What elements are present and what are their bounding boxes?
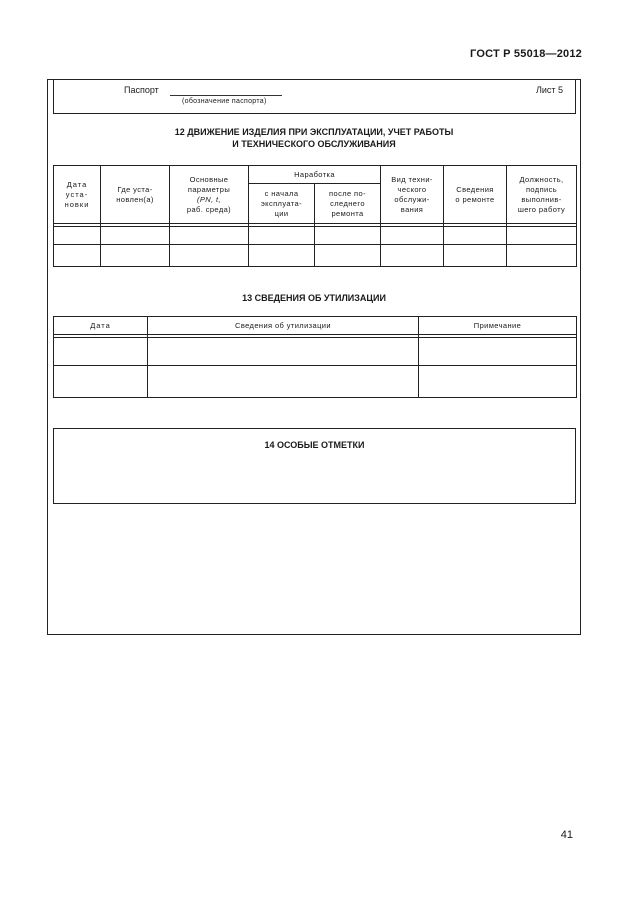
header-text: Должность,	[519, 174, 564, 184]
header-text: уста-	[65, 189, 89, 199]
header-text: Сведения	[456, 184, 494, 194]
section-13-title: 13 СВЕДЕНИЯ ОБ УТИЛИЗАЦИИ	[242, 293, 386, 303]
table-cell[interactable]	[54, 245, 101, 267]
table-row	[54, 227, 577, 245]
section-14-title: 14 ОСОБЫЕ ОТМЕТКИ	[264, 440, 365, 450]
table-cell[interactable]	[444, 227, 507, 245]
col-install-place	[101, 166, 170, 224]
header-text: Дата	[66, 179, 88, 189]
header-text: Вид техни-	[391, 174, 433, 184]
special-notes-box[interactable]	[53, 428, 576, 504]
header-text: (PN, t,	[196, 194, 222, 204]
header-text: новки	[64, 199, 90, 209]
table-cell[interactable]	[507, 245, 577, 267]
header-text: следнего	[330, 198, 365, 208]
table-row	[54, 338, 577, 366]
header-text: раб. среда)	[186, 204, 232, 214]
passport-hint: (обозначение паспорта)	[182, 98, 267, 105]
table-cell[interactable]	[315, 245, 381, 267]
col-date: Дата	[54, 317, 148, 335]
page-number: 41	[560, 829, 573, 841]
col-since-start	[249, 184, 315, 224]
header-text: обслужи-	[394, 194, 430, 204]
table-cell[interactable]	[54, 227, 101, 245]
header-text: о ремонте	[455, 194, 495, 204]
table-header-row	[54, 166, 577, 184]
header-text: Где уста-	[117, 184, 153, 194]
col-disposal-info: Сведения об утилизации	[148, 317, 419, 335]
table-cell[interactable]	[101, 227, 170, 245]
col-repair-info	[444, 166, 507, 224]
table-cell[interactable]	[54, 338, 148, 366]
sheet-label: Лист 5	[535, 85, 563, 95]
table-cell[interactable]	[444, 245, 507, 267]
document-code: ГОСТ Р 55018—2012	[470, 48, 582, 60]
operation-table	[53, 165, 577, 267]
header-text: эксплуата-	[260, 198, 303, 208]
table-cell[interactable]	[148, 366, 419, 398]
section-12-title-line2: И ТЕХНИЧЕСКОГО ОБСЛУЖИВАНИЯ	[232, 139, 396, 149]
section-12-title	[48, 126, 580, 150]
table-cell[interactable]	[419, 338, 577, 366]
table-cell[interactable]	[249, 245, 315, 267]
table-cell[interactable]	[249, 227, 315, 245]
table-row	[54, 366, 577, 398]
table-cell[interactable]	[419, 366, 577, 398]
table-cell[interactable]	[381, 245, 444, 267]
passport-underline	[170, 95, 282, 96]
header-text: новлен(а)	[116, 194, 154, 204]
header-text: ремонта	[331, 208, 364, 218]
table-cell[interactable]	[170, 227, 249, 245]
header-text: вания	[400, 204, 424, 214]
table-row	[54, 245, 577, 267]
table-cell[interactable]	[54, 366, 148, 398]
col-service-type	[381, 166, 444, 224]
header-text: подпись	[525, 184, 558, 194]
header-text: параметры	[187, 184, 231, 194]
col-since-repair	[315, 184, 381, 224]
table-cell[interactable]	[315, 227, 381, 245]
table-cell[interactable]	[101, 245, 170, 267]
col-performer	[507, 166, 577, 224]
col-install-date	[54, 166, 101, 224]
disposal-table	[53, 316, 577, 398]
header-text: шего работу	[517, 204, 566, 214]
col-main-params	[170, 166, 249, 224]
header-text: ческого	[397, 184, 427, 194]
header-text: Основные	[189, 174, 229, 184]
table-cell[interactable]	[381, 227, 444, 245]
table-cell[interactable]	[170, 245, 249, 267]
table-cell[interactable]	[148, 338, 419, 366]
page-frame	[47, 79, 581, 635]
header-text: ции	[274, 208, 289, 218]
header-text: выполнив-	[521, 194, 562, 204]
header-text: с начала	[264, 188, 299, 198]
passport-label: Паспорт	[124, 85, 159, 95]
col-note: Примечание	[419, 317, 577, 335]
table-cell[interactable]	[507, 227, 577, 245]
passport-block	[53, 80, 576, 114]
header-text: после по-	[329, 188, 366, 198]
col-operating-time: Наработка	[249, 166, 381, 184]
table-header-row	[54, 317, 577, 335]
section-12-title-line1: 12 ДВИЖЕНИЕ ИЗДЕЛИЯ ПРИ ЭКСПЛУАТАЦИИ, УЧЕТ РАБОТЫ	[174, 127, 454, 137]
